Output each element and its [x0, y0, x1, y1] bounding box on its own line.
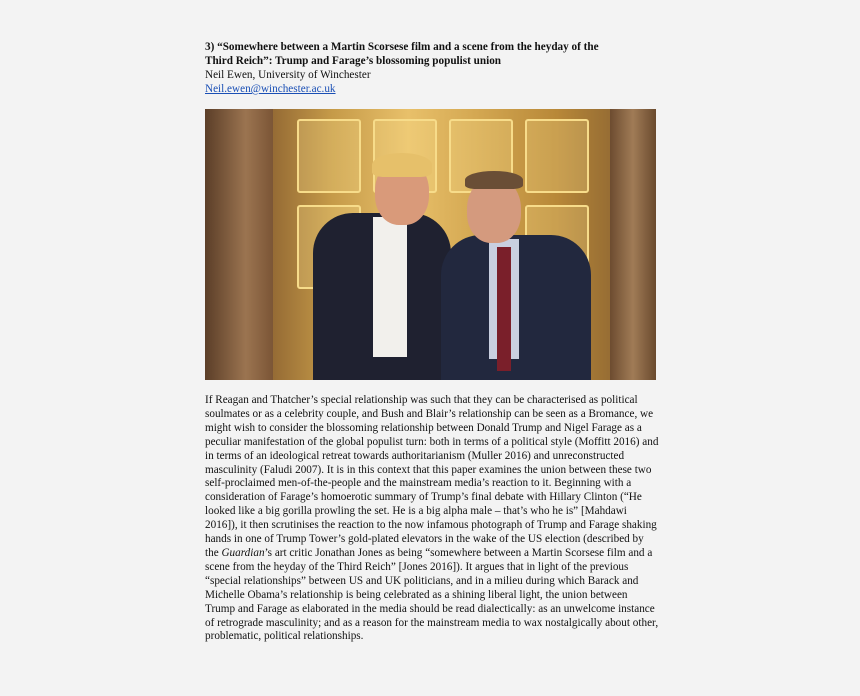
abstract-paragraph [205, 394, 660, 644]
paper-header [205, 40, 665, 96]
trump-farage-elevator-photo [205, 109, 656, 380]
abstract-italic-guardian: Guardian [221, 546, 265, 559]
paper-title-line1: 3) “Somewhere between a Martin Scorsese film and a scene from the heyday of the [205, 41, 599, 53]
person-left-shirt [373, 217, 407, 357]
author-affiliation: Neil Ewen, University of Winchester [205, 69, 371, 81]
abstract-text-part2: ’s art critic Jonathan Jones as being “somewhere between a Martin Scorsese film and a scene from the heyday of the Third Reich” [Jones 2016]). It argues that in light of the previous “special relationships” between US and UK politicians, and in a milieu during which Barack and Michelle Obama’s relationship is being celebrated as a shining liberal light, the union between Trump and Farage as elaborated in the media should be read dialectically: as an unwelcome instance of retrograde masculinity; and as a reason for the mainstream media to wax nostalgically about other, problematic, political relationships. [205, 546, 659, 643]
elevator-panel [525, 119, 589, 193]
author-email-link[interactable]: Neil.ewen@winchester.ac.uk [205, 83, 336, 95]
paper-title [205, 40, 665, 68]
elevator-panel [297, 119, 361, 193]
photo-wall-right [610, 109, 656, 380]
person-right-tie [497, 247, 511, 371]
abstract-body [205, 394, 660, 644]
abstract-text-part1: If Reagan and Thatcher’s special relationship was such that they can be characterised as political soulmates or as a celebrity couple, and Bush and Blair’s relationship can be seen as a Bromance, we might wish to consider the blossoming relationship between Donald Trump and Nigel Farage as a peculiar manifestation of the global populist turn: both in terms of a political style (Moffitt 2016) and in terms of an ideological retreat towards authoritarianism (Muller 2016) and unreconstructed masculinity (Faludi 2007). It is in this context that this paper examines the union between these two self-proclaimed men-of-the-people and the mainstream media’s reaction to it. Beginning with a consideration of Farage’s homoerotic summary of Trump’s final debate with Hillary Clinton (“He looked like a big gorilla prowling the set. He is a big alpha male – that’s who he is” [Mahdawi 2016]), it then scrutinises the reaction to the now infamous photograph of Trump and Farage shaking hands in one of Trump Tower’s gold-plated elevators in the wake of the US election (described by the [205, 394, 659, 559]
person-right-hair [465, 171, 523, 189]
person-left-hair [372, 153, 432, 177]
paper-title-line2: Third Reich”: Trump and Farage’s blossoming populist union [205, 55, 502, 67]
photo-wall-left [205, 109, 273, 380]
